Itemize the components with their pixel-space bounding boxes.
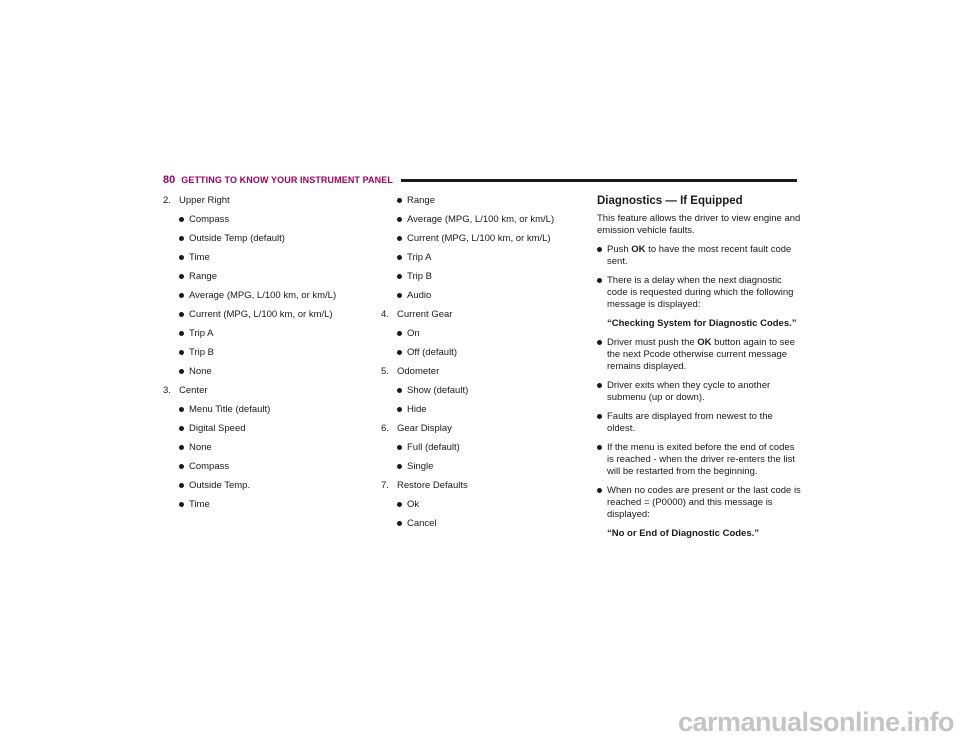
item-label: Center (179, 385, 208, 396)
item-label: Odometer (397, 366, 440, 377)
list-item (597, 244, 802, 268)
column-right (597, 195, 802, 547)
option: Full (default) (397, 442, 576, 454)
list-item-restore-defaults (381, 480, 576, 530)
list-item (597, 337, 802, 373)
restore-defaults-options (397, 499, 576, 530)
option: Time (179, 499, 363, 511)
option: Range (179, 271, 363, 283)
option: Trip B (179, 347, 363, 359)
option: Trip A (397, 252, 576, 264)
header-rule (401, 179, 797, 182)
item-label: Upper Right (179, 195, 230, 206)
item-label: Current Gear (397, 309, 453, 320)
option: None (179, 366, 363, 378)
option: Trip A (179, 328, 363, 340)
option: Current (MPG, L/100 km, or km/L) (397, 233, 576, 245)
diagnostics-intro: This feature allows the driver to view engine and emission vehicle faults. (597, 213, 801, 236)
option: Average (MPG, L/100 km, or km/L) (179, 290, 363, 302)
option: Current (MPG, L/100 km, or km/L) (179, 309, 363, 321)
list-item-continued (381, 195, 576, 302)
section-title: GETTING TO KNOW YOUR INSTRUMENT PANEL (181, 175, 393, 185)
option: Outside Temp (default) (179, 233, 363, 245)
upper-right-options (179, 214, 363, 378)
checking-message: “Checking System for Diagnostic Codes.” (607, 318, 797, 329)
item-number: 2. (163, 195, 171, 206)
option: Show (default) (397, 385, 576, 397)
list-item: Faults are displayed from newest to the oldest. (597, 411, 802, 435)
text: Driver must push the (607, 337, 698, 348)
option: Range (397, 195, 576, 207)
diagnostics-list (597, 244, 802, 311)
text: to have the most recent fault code sent. (607, 244, 792, 267)
list-item-gear-display (381, 423, 576, 473)
watermark: carmanualsonline.info (677, 707, 954, 737)
option: Off (default) (397, 347, 576, 359)
diagnostics-heading: Diagnostics — If Equipped (597, 195, 743, 207)
ok-key-label: OK (631, 244, 646, 255)
item-number: 5. (381, 366, 389, 377)
gear-display-options (397, 442, 576, 473)
text: Push (607, 244, 632, 255)
continued-options (397, 195, 576, 302)
option: Ok (397, 499, 576, 511)
option: Outside Temp. (179, 480, 363, 492)
item-label: Restore Defaults (397, 480, 468, 491)
option: Hide (397, 404, 576, 416)
item-number: 3. (163, 385, 171, 396)
option: Digital Speed (179, 423, 363, 435)
list-item-odometer (381, 366, 576, 416)
option: Single (397, 461, 576, 473)
option: Menu Title (default) (179, 404, 363, 416)
list-item-upper-right (163, 195, 363, 378)
option: Compass (179, 461, 363, 473)
option: On (397, 328, 576, 340)
option: Cancel (397, 518, 576, 530)
current-gear-options (397, 328, 576, 359)
end-of-codes-message: “No or End of Diagnostic Codes.” (607, 528, 760, 539)
ok-key-label: OK (697, 337, 712, 348)
item-number: 4. (381, 309, 389, 320)
text: button again to see the next Pcode otherwise current message remains displayed. (607, 337, 796, 372)
column-left (163, 195, 363, 518)
option: Audio (397, 290, 576, 302)
center-options (179, 404, 363, 511)
option: None (179, 442, 363, 454)
item-label: Gear Display (397, 423, 452, 434)
odometer-options (397, 385, 576, 416)
page-number: 80 (163, 174, 176, 186)
option: Trip B (397, 271, 576, 283)
diagnostics-list-2 (597, 337, 802, 521)
list-item: If the menu is exited before the end of codes is reached - when the driver re-enters the list will be restarted from the beginning. (597, 442, 802, 478)
column-middle (381, 195, 576, 537)
list-item-current-gear (381, 309, 576, 359)
list-item-center (163, 385, 363, 511)
page-header (163, 172, 797, 188)
item-number: 7. (381, 480, 389, 491)
option: Average (MPG, L/100 km, or km/L) (397, 214, 576, 226)
list-item: Driver exits when they cycle to another submenu (up or down). (597, 380, 802, 404)
list-item: There is a delay when the next diagnostic code is requested during which the following message is displayed: (597, 275, 802, 311)
option: Time (179, 252, 363, 264)
item-number: 6. (381, 423, 389, 434)
list-item: When no codes are present or the last code is reached = (P0000) and this message is displayed: (597, 485, 802, 521)
option: Compass (179, 214, 363, 226)
